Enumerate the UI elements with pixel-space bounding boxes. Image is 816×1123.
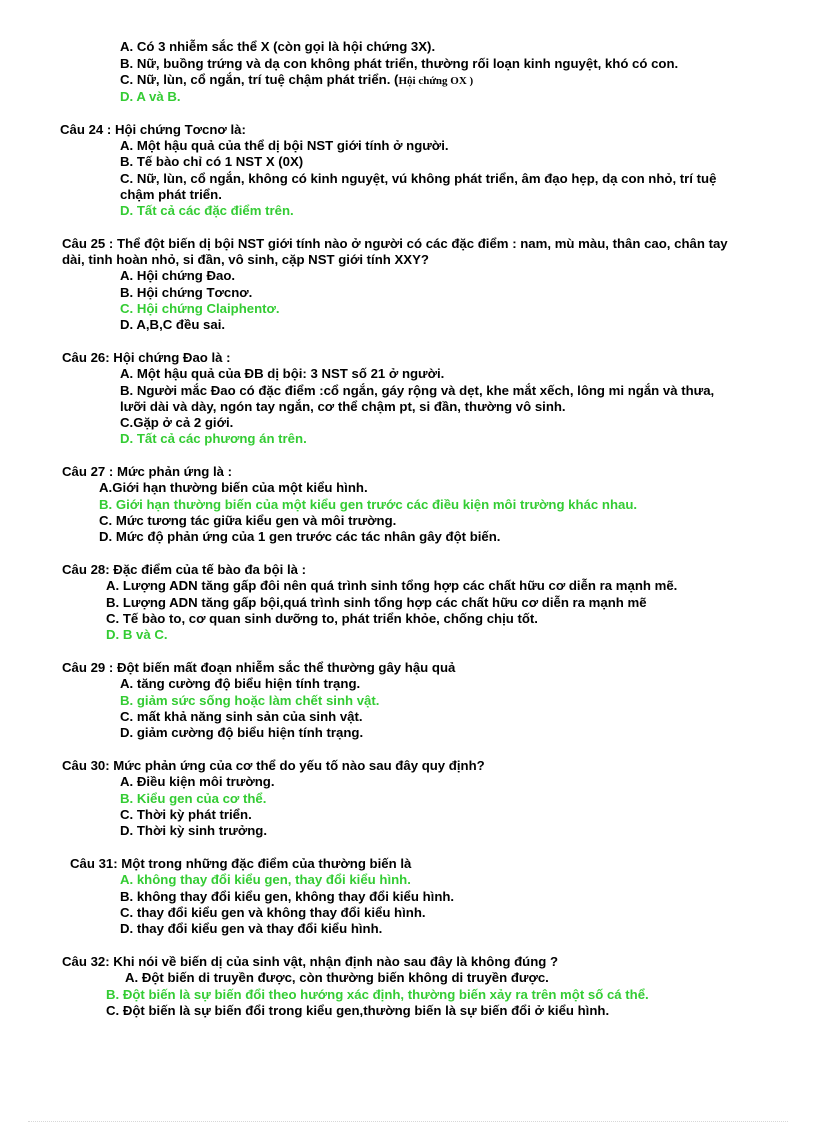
q27-option-a: A.Giới hạn thường biến của một kiểu hình.: [99, 480, 368, 495]
q27-option-c: C. Mức tương tác giữa kiểu gen và môi trường.: [99, 513, 397, 528]
question-24-title: Câu 24 : Hội chứng Tơcnơ là:: [60, 122, 246, 137]
q26-option-c: C.Gặp ở cả 2 giới.: [120, 415, 234, 430]
prev-option-d-answer: D. A và B.: [120, 89, 181, 104]
q26-option-a: A. Một hậu quả của ĐB dị bội: 3 NST số 21 ở người.: [120, 366, 445, 381]
question-25-title-line1: Câu 25 : Thể đột biến dị bội NST giới tính nào ở người có các đặc điểm : nam, mù màu, thân cao, chân tay: [62, 236, 728, 251]
question-26-title: Câu 26: Hội chứng Đao là :: [62, 350, 231, 365]
q27-option-d: D. Mức độ phản ứng của 1 gen trước các tác nhân gây đột biến.: [99, 529, 501, 544]
prev-option-c: [120, 72, 473, 89]
q24-option-c-line2: chậm phát triển.: [120, 187, 222, 202]
q26-option-b-line2: lưỡi dài và dày, ngón tay ngắn, cơ thể chậm pt, si đần, thường vô sinh.: [120, 399, 566, 414]
q29-option-b-answer: B. giảm sức sống hoặc làm chết sinh vật.: [120, 693, 380, 708]
q30-option-c: C. Thời kỳ phát triển.: [120, 807, 252, 822]
question-31-title: Câu 31: Một trong những đặc điểm của thường biến là: [70, 856, 412, 871]
q24-option-c-line1: C. Nữ, lùn, cổ ngắn, không có kinh nguyệt, vú không phát triển, âm đạo hẹp, dạ con nhỏ, trí tuệ: [120, 171, 717, 186]
q26-option-b-line1: B. Người mắc Đao có đặc điểm :cổ ngắn, gáy rộng và dẹt, khe mắt xếch, lông mi ngắn và thưa,: [120, 383, 715, 398]
q25-option-b: B. Hội chứng Tơcnơ.: [120, 285, 253, 300]
q24-option-a: A. Một hậu quả của thể dị bội NST giới tính ở người.: [120, 138, 449, 153]
q31-option-d: D. thay đổi kiểu gen và thay đổi kiểu hình.: [120, 921, 383, 936]
q29-option-a: A. tăng cường độ biểu hiện tính trạng.: [120, 676, 361, 691]
q30-option-b-answer: B. Kiểu gen của cơ thể.: [120, 791, 267, 806]
q32-option-a: A. Đột biến di truyền được, còn thường biến không di truyền được.: [125, 970, 549, 985]
q25-option-a: A. Hội chứng Đao.: [120, 268, 236, 283]
prev-option-c-text: C. Nữ, lùn, cổ ngắn, trí tuệ chậm phát triển. (: [120, 72, 399, 87]
question-30-title: Câu 30: Mức phản ứng của cơ thể do yếu tố nào sau đây quy định?: [62, 758, 485, 773]
question-29-title: Câu 29 : Đột biến mất đoạn nhiễm sắc thể thường gây hậu quả: [62, 660, 456, 675]
prev-option-b: B. Nữ, buồng trứng và dạ con không phát triển, thường rối loạn kinh nguyệt, khó có con.: [120, 56, 679, 71]
q30-option-d: D. Thời kỳ sinh trưởng.: [120, 823, 267, 838]
question-32-title: Câu 32: Khi nói về biến dị của sinh vật, nhận định nào sau đây là không đúng ?: [62, 954, 559, 969]
question-27-title: Câu 27 : Mức phản ứng là :: [62, 464, 233, 479]
q31-option-b: B. không thay đổi kiểu gen, không thay đổi kiểu hình.: [120, 889, 455, 904]
q24-option-b: B. Tế bào chỉ có 1 NST X (0X): [120, 154, 304, 169]
question-28-title: Câu 28: Đặc điểm của tế bào đa bội là :: [62, 562, 307, 577]
q28-option-d-answer: D. B và C.: [106, 627, 168, 642]
q30-option-a: A. Điều kiện môi trường.: [120, 774, 275, 789]
q24-option-d-answer: D. Tất cả các đặc điểm trên.: [120, 203, 294, 218]
q29-option-c: C. mất khả năng sinh sản của sinh vật.: [120, 709, 363, 724]
q28-option-c: C. Tế bào to, cơ quan sinh dưỡng to, phát triển khỏe, chống chịu tốt.: [106, 611, 538, 626]
page-bottom-dotted-divider: [28, 1121, 788, 1122]
q28-option-b: B. Lượng ADN tăng gấp bội,quá trình sinh tổng hợp các chất hữu cơ diễn ra mạnh mẽ: [106, 595, 647, 610]
q32-option-c: C. Đột biến là sự biến đổi trong kiểu gen,thường biến là sự biến đổi ở kiểu hình.: [106, 1003, 610, 1018]
prev-option-c-note: Hội chứng OX ): [398, 75, 474, 87]
q29-option-d: D. giảm cường độ biểu hiện tính trạng.: [120, 725, 364, 740]
q28-option-a: A. Lượng ADN tăng gấp đôi nên quá trình sinh tổng hợp các chất hữu cơ diễn ra mạnh mẽ.: [106, 578, 678, 593]
q31-option-c: C. thay đổi kiểu gen và không thay đổi kiểu hình.: [120, 905, 426, 920]
q32-option-b-answer: B. Đột biến là sự biến đổi theo hướng xác định, thường biến xảy ra trên một số cá thể.: [106, 987, 649, 1002]
q27-option-b-answer: B. Giới hạn thường biến của một kiểu gen trước các điều kiện môi trường khác nhau.: [99, 497, 638, 512]
q31-option-a-answer: A. không thay đổi kiểu gen, thay đổi kiểu hình.: [120, 872, 411, 887]
prev-option-a: A. Có 3 nhiễm sắc thể X (còn gọi là hội chứng 3X).: [120, 39, 436, 54]
q25-option-c-answer: C. Hội chứng Claiphentơ.: [120, 301, 280, 316]
question-25-title-line2: dài, tinh hoàn nhỏ, si đần, vô sinh, cặp NST giới tính XXY?: [62, 252, 429, 267]
q26-option-d-answer: D. Tất cả các phương án trên.: [120, 431, 307, 446]
q25-option-d: D. A,B,C đều sai.: [120, 317, 226, 332]
